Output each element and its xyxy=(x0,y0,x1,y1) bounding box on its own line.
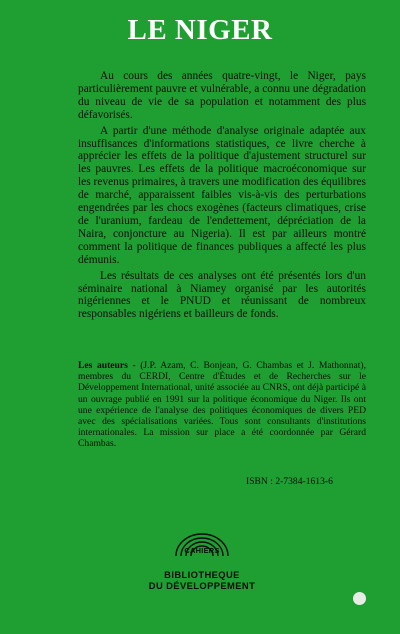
authors-label: Les auteurs xyxy=(78,360,128,371)
authors-text: - (J.P. Azam, C. Bonjean, G. Chambas et J. Mathonnat), membres du CERDI, Centre d'Études et de Recherches sur le Développement International, unité associée au CNRS, ont déjà participé à un ouvrage publié en 1991 sur la politique économique du Niger. Ils ont une expérience de l'analyse des politiques économiques de divers PED avec des spécialisations variées. Tous sont consultants d'institutions internationales. La mission sur place a été coordonnée par Gérard Chambas. xyxy=(78,360,367,450)
series-name-line-1: BIBLIOTHEQUE xyxy=(164,569,240,580)
printer-mark xyxy=(353,592,366,605)
blurb-paragraph-3: Les résultats de ces analyses ont été présentés lors d'un séminaire national à Niamey organisé par les autorités nigériennes et le PNUD et réunissant de nombreux responsables nigériens et bailleurs de fonds. xyxy=(78,269,366,321)
book-title: LE NIGER xyxy=(127,14,273,46)
series-name-line-2: DU DÉVELOPPEMENT xyxy=(148,580,256,591)
isbn: ISBN : 2-7384-1613-6 xyxy=(246,476,333,487)
blurb-paragraph-1: Au cours des années quatre-vingt, le Niger, pays particulièrement pauvre et vulnérable, a connu une dégradation du niveau de vie de sa population et notamment des plus défavorisés. xyxy=(78,70,366,121)
authors-note xyxy=(78,360,366,450)
series-logo xyxy=(148,530,256,610)
logo-cahiers: CAHIERS xyxy=(184,546,220,555)
blurb-paragraph-2: A partir d'une méthode d'analyse originale adaptée aux insuffisances d'informations statistiques, ce livre cherche à apprécier les effets de la politique d'ajustement structurel sur les pauvres. Les effets de la politique macroéconomique sur les revenus primaires, à travers une modification des équilibres de marché, apparaissent faibles vis-à-vis des perturbations engendrées par les chocs exogènes (facteurs climatiques, crise de l'uranium, fardeau de l'endettement, dépréciation de la Naira, conjoncture au Nigeria). Il est par ailleurs montré comment la politique de finances publiques a affecté les plus démunis. xyxy=(78,124,366,266)
blurb xyxy=(78,70,366,324)
